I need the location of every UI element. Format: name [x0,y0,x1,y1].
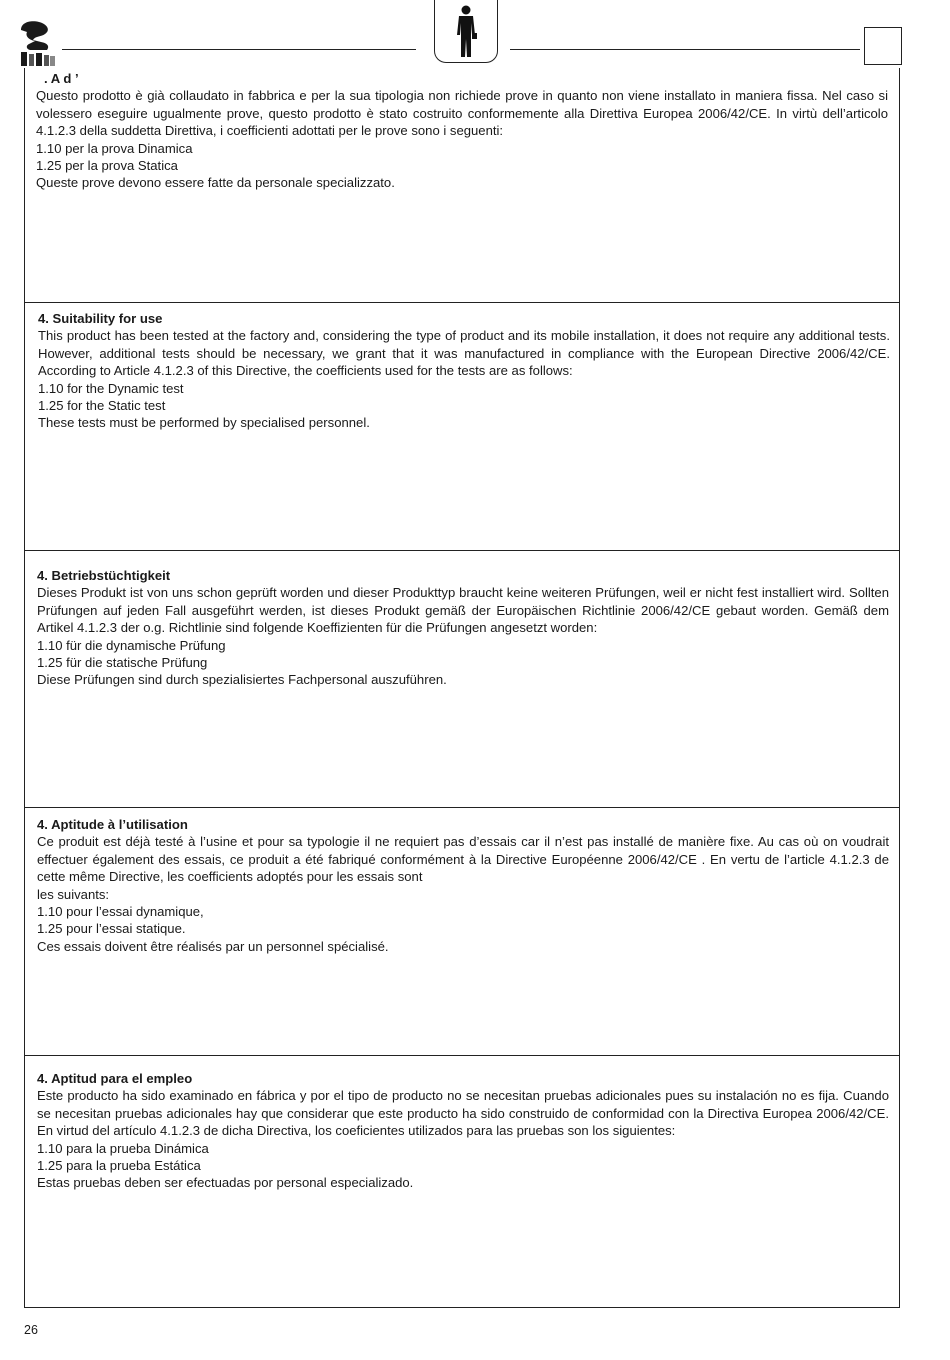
section-title: 4. Aptitude à l’utilisation [37,817,188,832]
test-coefficient: 1.10 para la prueba Dinámica [37,1140,209,1156]
section-body: Questo prodotto è già collaudato in fabbrica e per la sua tipologia non richiede prove in quanto non viene installato in maniera fissa. Nel caso si volessero eseguire ugualmente prove, questo prodotto è stato costruito conformemente alla Direttiva Europea 2006/42/CE. In virtù dell’articolo 4.1.2.3 della suddetta Direttiva, i coefficienti adottati per le prove sono i seguenti: [36,88,888,139]
section-footer: Ces essais doivent être réalisés par un personnel spécialisé. [37,938,389,954]
test-coefficient: 1.25 para la prueba Estática [37,1158,201,1174]
test-coefficient: 1.10 per la prova Dinamica [36,140,193,156]
test-coefficient: 1.10 pour l’essai dynamique, [37,904,204,920]
section-body: Dieses Produkt ist von uns schon geprüft worden und dieser Produkttyp braucht keine weiteren Prüfungen, weil er nicht fest installiert wird. Sollten Prüfungen auf jeden Fall ausgeführt werden, ist dieses Produkt gemäß der Europäischen Richtlinie 2006/42/CE gebaut worden. Gemäß dem Artikel 4.1.2.3 der o.g. Richtlinie sind folgende Koeffizienten für die Prüfungen angesetzt worden: [37,585,889,636]
section-body: This product has been tested at the factory and, considering the type of product and its mobile installation, it does not require any additional tests. However, additional tests should be necessary, we grant that it was manufactured in compliance with the European Directive 2006/42/CE. According to Article 4.1.2.3 of this Directive, the coefficients used for the tests are as follows: [38,328,890,379]
section-divider [24,302,900,303]
section-title: 4. Suitability for use [38,311,163,326]
test-coefficient: 1.25 for the Static test [38,398,166,414]
operator-tab [434,0,498,63]
test-coefficient: 1.25 pour l’essai statique. [37,921,186,937]
section-title: . A d ’ [44,71,79,86]
person-icon [453,5,479,59]
section-title: 4. Betriebstüchtigkeit [37,568,171,583]
header-rule-left [62,49,416,50]
section-spanish [37,1070,889,1192]
section-divider [24,550,900,551]
section-footer: Estas pruebas deben ser efectuadas por personal especializado. [37,1175,414,1191]
test-coefficient: 1.25 für die statische Prüfung [37,655,208,671]
section-english [38,310,890,432]
section-footer: Diese Prüfungen sind durch spezialisiertes Fachpersonal auszuführen. [37,672,447,688]
test-coefficient: 1.10 für die dynamische Prüfung [37,637,226,653]
section-title: 4. Aptitud para el empleo [37,1071,193,1086]
page-marker-box [864,27,902,65]
section-french [37,816,889,955]
section-italian [36,70,888,192]
page-number: 26 [24,1323,38,1337]
section-footer: These tests must be performed by specialised personnel. [38,415,370,431]
section-footer: Queste prove devono essere fatte da personale specializzato. [36,175,395,191]
test-coefficient: 1.25 per la prova Statica [36,158,178,174]
test-coefficient: 1.10 for the Dynamic test [38,380,184,396]
section-body: Este producto ha sido examinado en fábrica y por el tipo de producto no se necesitan pruebas adicionales pues su instalación no es fija. Cuando se necesitan pruebas adicionales hay que considerar que este producto ha sido construido de conformidad con la Directiva Europea 2006/42/CE. En virtud del artículo 4.1.2.3 de dicha Directiva, los coeficientes utilizados para las pruebas son los siguientes: [37,1088,889,1139]
header-rule-right [510,49,860,50]
section-body: Ce produit est déjà testé à l’usine et pour sa typologie il ne requiert pas d’essais car il n’est pas installé de manière fixe. Au cas où on voudrait effectuer également des essais, ce produit a été fabriqué conformément à la Directive Européenne 2006/42/CE . En vertu de l’article 4.1.2.3 de cette même Directive, les coefficients adoptés pour les essais sont [37,834,889,885]
section-german [37,567,889,689]
section-body-continued: les suivants: [37,886,110,902]
section-divider [24,1055,900,1056]
brand-logo [17,20,59,68]
section-divider [24,807,900,808]
